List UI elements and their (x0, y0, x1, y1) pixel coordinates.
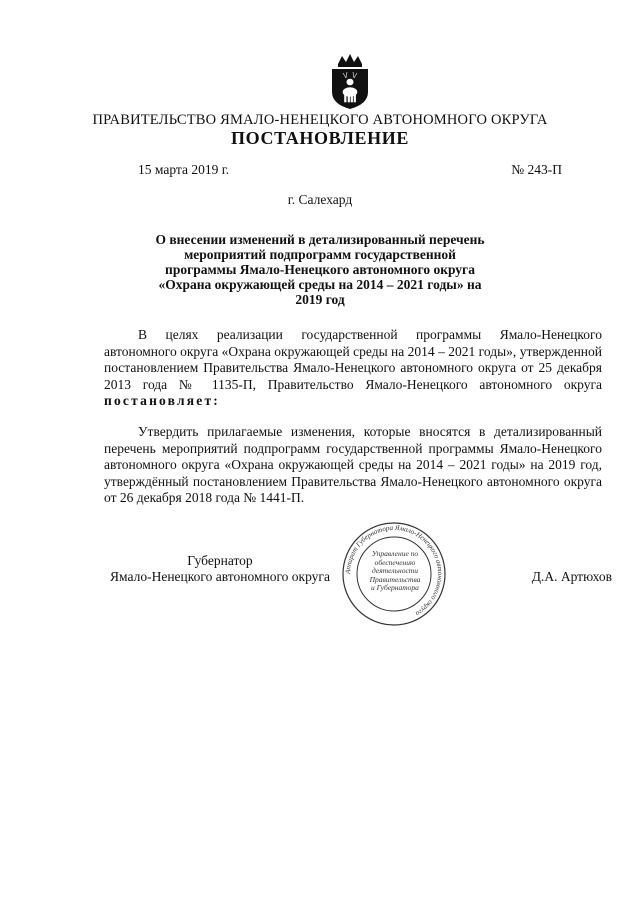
document-number: № 243-П (511, 162, 562, 177)
document-type: ПОСТАНОВЛЕНИЕ (231, 128, 409, 148)
stamp-line: Правительства (369, 574, 421, 584)
stamp-ring-text: Аппарат Губернатора Ямало-Ненецкого автономного округа (343, 523, 445, 618)
government-name: ПРАВИТЕЛЬСТВО ЯМАЛО-НЕНЕЦКОГО АВТОНОМНОГО ОКРУГА (92, 112, 548, 128)
signatory-name: Д.А. Артюхов (531, 569, 612, 584)
stamp-line: Управление по (371, 549, 419, 558)
signatory-region: Ямало-Ненецкого автономного округа (110, 569, 330, 584)
preamble-text: В целях реализации государственной программы Ямало-Ненецкого автономного округа «Охрана окружающей среды на 2014 – 2021 годы», утвержденной постановлением Правительства Ямало-Ненецкого автономного округа от 25 декабря 2013 года № 1135-П, Правительство Ямало-Ненецкого автономного округа (104, 327, 602, 392)
document-title: О внесении изменений в детализированный перечень мероприятий подпрограмм государственной программы Ямало-Ненецкого автономного округа «Охрана окружающей среды на 2014 – 2021 годы» на 2019 год (155, 232, 485, 307)
signatory-title: Губернатор (187, 553, 253, 568)
stamp-line: деятельности (372, 566, 418, 575)
resolution-paragraph (104, 424, 602, 507)
stamp-line: и Губернатора (371, 583, 419, 592)
preamble-paragraph (104, 327, 602, 410)
stamp-line: обеспечению (374, 557, 416, 567)
resolution-text: Утвердить прилагаемые изменения, которые вносятся в детализированный перечень мероприятий подпрограмм государственной программы Ямало-Ненецкого автономного округа «Охрана окружающей среды на 2014 – 2021 годы» на 2019 год, утверждённый постановлением Правительства Ямало-Ненецкого автономного округа от 26 декабря 2018 года № 1441-П. (104, 424, 602, 505)
stamp-inner-text (360, 550, 430, 593)
decree-keyword: постановляет: (104, 393, 220, 408)
coat-of-arms-icon (328, 54, 372, 110)
document-city: г. Салехард (287, 192, 353, 207)
signatory-position (100, 553, 340, 585)
document-date: 15 марта 2019 г. (138, 162, 230, 177)
